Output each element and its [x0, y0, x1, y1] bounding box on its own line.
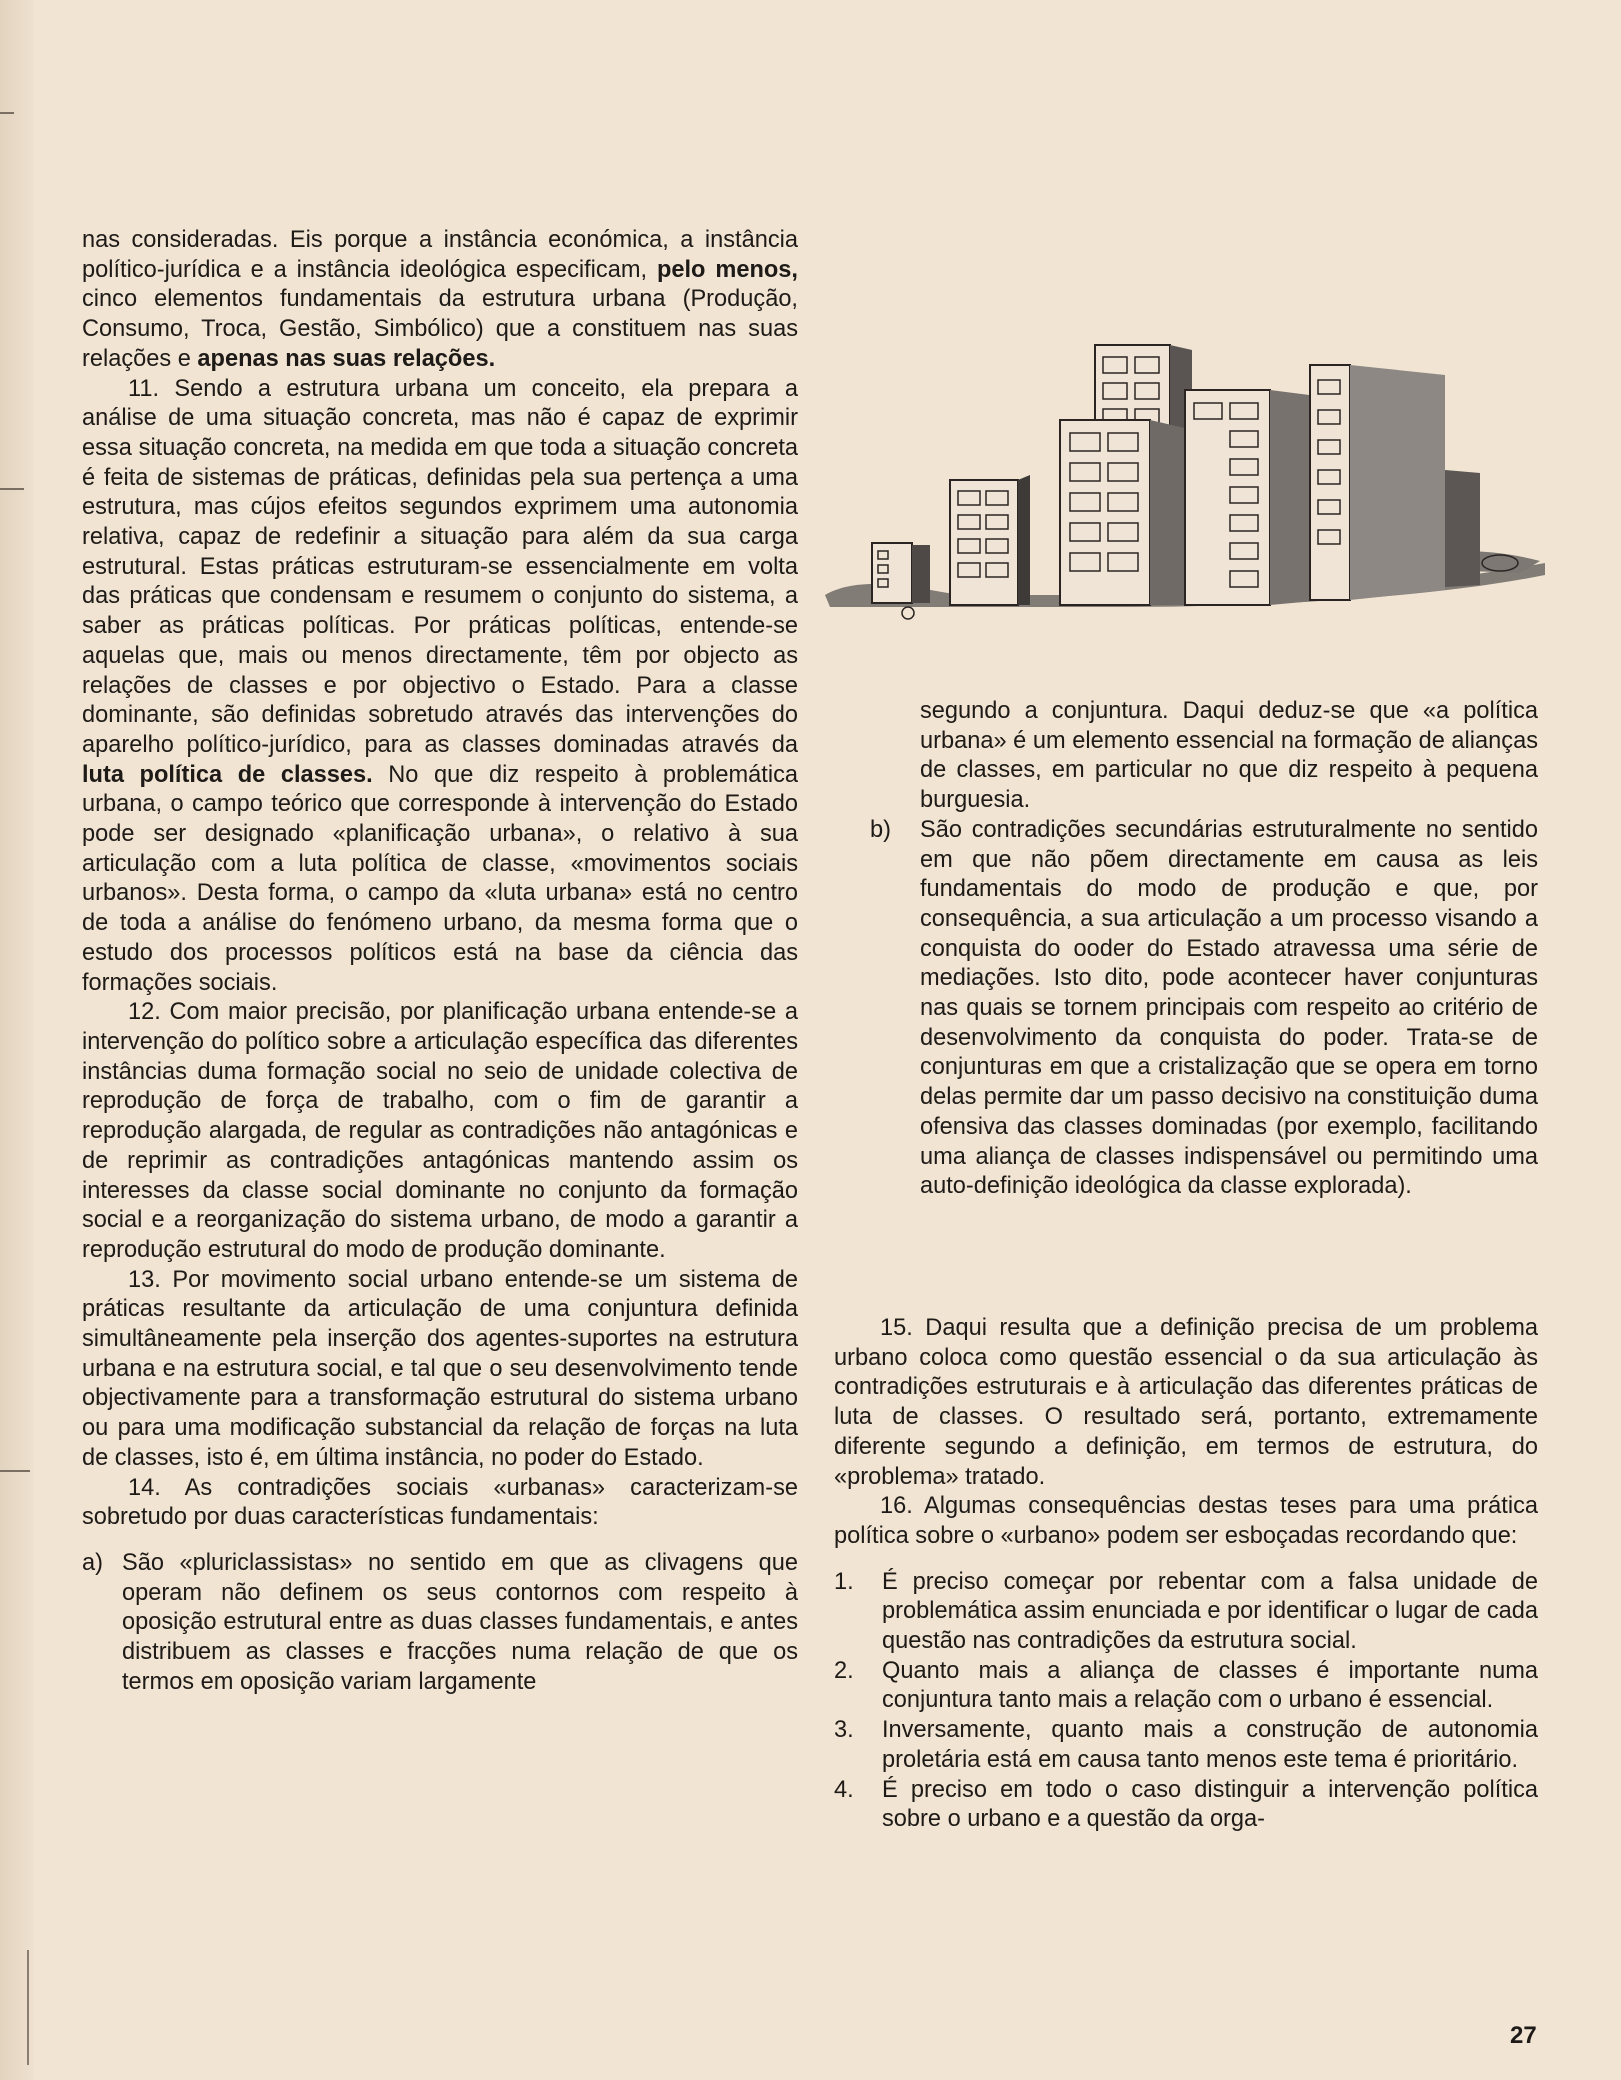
list-text: É preciso começar por rebentar com a falsa unidade de problemática assim enunciada e por identificar o lugar de cada questão nas contradições da estrutura social.	[882, 1568, 1538, 1655]
list-label: b)	[870, 816, 891, 843]
page-edge	[0, 0, 34, 2080]
left-column	[82, 226, 798, 1697]
paragraph-11: 11. Sendo a estrutura urbana um conceito, ela prepara a análise de uma situação concreta, mas não é capaz de exprimir essa situação concreta, na medida em que toda a situação concreta é feita de sistemas de práticas, definidas pela sua pertença a uma estrutura, mas cújos efeitos segundos exprimem uma autonomia relativa, capaz de redefinir a situação para além da sua carga estrutural. Estas práticas estruturam-se essencialmente em volta das práticas que condensam e resumem o conjunto do sistema, a saber as práticas políticas. Por práticas políticas, entende-se aquelas que, mais ou menos directamente, têm por objecto as relações de classes e por objectivo o Estado. Para a classe dominante, são definidas sobretudo através das intervenções do aparelho político-jurídico, para as classes dominadas através da luta política de classes. No que diz respeito à problemática urbana, o campo teórico que corresponde à intervenção do Estado pode ser designado «planificação urbana», o relativo à sua articulação com a luta política de classe, «movimentos sociais urbanos». Desta forma, o campo da «luta urbana» está no centro de toda a análise do fenómeno urbano, da mesma forma que o estudo dos processos políticos está na base da ciência das formações sociais.	[82, 375, 799, 996]
paragraph-13: 13. Por movimento social urbano entende-se um sistema de práticas resultante da articulação de uma conjuntura definida simultâneamente pela inserção dos agentes-suportes na estrutura urbana e na estrutura social, e tal que o seu desenvolvimento tende objectivamente para a transformação estrutural do sistema urbano ou para uma modificação substancial da relação de forças na luta de classes, isto é, em última instância, no poder do Estado.	[82, 1266, 798, 1471]
list-number: 4.	[834, 1776, 854, 1803]
list-text: Quanto mais a aliança de classes é importante numa conjuntura tanto mais a relação com o urbano é essencial.	[882, 1657, 1538, 1714]
emphasis-text: pelo menos,	[656, 256, 798, 283]
edge-mark	[0, 112, 14, 114]
paragraph-continued: nas consideradas. Eis porque a instância económica, a instância político-jurídica e a instância ideológica especificam, pelo menos, cinco elementos fundamentais da estrutura urbana (Produção, Consumo, Troca, Gestão, Simbólico) que a constituem nas suas relações e apenas nas suas relações.	[82, 227, 798, 372]
list-item-a	[82, 1549, 798, 1698]
list-item-b	[832, 816, 1538, 1202]
numbered-item	[834, 1657, 1538, 1716]
right-column-top	[870, 697, 1538, 1202]
paragraph-12: 12. Com maior precisão, por planificação urbana entende-se a intervenção do político sobre a articulação específica das diferentes instâncias duma formação social no seio de unidade colectiva de reprodução de força de trabalho, com o fim de garantir a reprodução alargada, de regular as contradições não antagónicas e de reprimir as contradições antagónicas mantendo assim os interesses da classe social dominante no conjunto da formação social e a reorganização do sistema urbano, de modo a garantir a reprodução estrutural do modo de produção dominante.	[82, 999, 798, 1263]
list-number: 2.	[834, 1657, 854, 1684]
list-label: a)	[82, 1549, 103, 1576]
city-buildings-illustration	[820, 325, 1550, 625]
list-text: São «pluriclassistas» no sentido em que as clivagens que operam não definem os seus contornos com respeito à oposição estrutural entre as duas classes fundamentais, e antes distribuem as classes e fracções numa relação de que os termos em oposição variam largamente	[122, 1549, 798, 1695]
numbered-item	[834, 1776, 1538, 1835]
numbered-item	[834, 1568, 1538, 1657]
list-text: São contradições secundárias estruturalmente no sentido em que não põem directamente em causa as leis fundamentais do modo de produção e que, por consequência, a sua articulação a um processo visando a conquista do ooder do Estado atravessa uma série de mediações. Isto dito, pode acontecer haver conjunturas nas quais se tornem principais com respeito ao critério de desenvolvimento da conquista do poder. Trata-se de conjunturas em que a cristalização que se opera em torno delas permite dar um passo decisivo na constituição duma ofensiva das classes dominadas (por exemplo, facilitando uma aliança de classes indispensável ou permitindo uma auto-definição ideológica da classe explorada).	[920, 816, 1538, 1200]
edge-mark	[0, 488, 24, 490]
list-number: 3.	[834, 1717, 854, 1744]
list-text: É preciso em todo o caso distinguir a intervenção política sobre o urbano e a questão da orga-	[882, 1776, 1538, 1833]
numbered-item	[834, 1716, 1538, 1775]
emphasis-text: apenas nas suas relações.	[197, 345, 496, 372]
page-number: 27	[1510, 2022, 1537, 2049]
right-column-bottom	[834, 1314, 1538, 1835]
list-text: Inversamente, quanto mais a construção de autonomia proletária está em causa tanto menos este tema é prioritário.	[882, 1717, 1538, 1773]
spacer	[82, 1533, 798, 1549]
paragraph-14: 14. As contradições sociais «urbanas» caracterizam-se sobretudo por duas características fundamentais:	[82, 1474, 798, 1531]
paragraph-15: 15. Daqui resulta que a definição precisa de um problema urbano coloca como questão essencial o da sua articulação às contradições estruturais e à articulação das diferentes práticas de luta de classes. O resultado será, portanto, extremamente diferente segundo a definição, em termos de estrutura, do «problema» tratado.	[834, 1315, 1538, 1490]
list-item-a-continued: segundo a conjuntura. Daqui deduz-se que «a política urbana» é um elemento essencial na formação de alianças de classes, em particular no que diz respeito à pequena burguesia.	[920, 698, 1538, 814]
paragraph-16: 16. Algumas consequências destas teses para uma prática política sobre o «urbano» podem ser esboçadas recordando que:	[834, 1493, 1538, 1549]
list-number: 1.	[834, 1568, 854, 1595]
emphasis-text: luta política de classes.	[82, 761, 373, 788]
edge-mark	[0, 1470, 30, 1472]
binding-line	[27, 1950, 29, 2065]
spacer	[834, 1552, 1538, 1568]
